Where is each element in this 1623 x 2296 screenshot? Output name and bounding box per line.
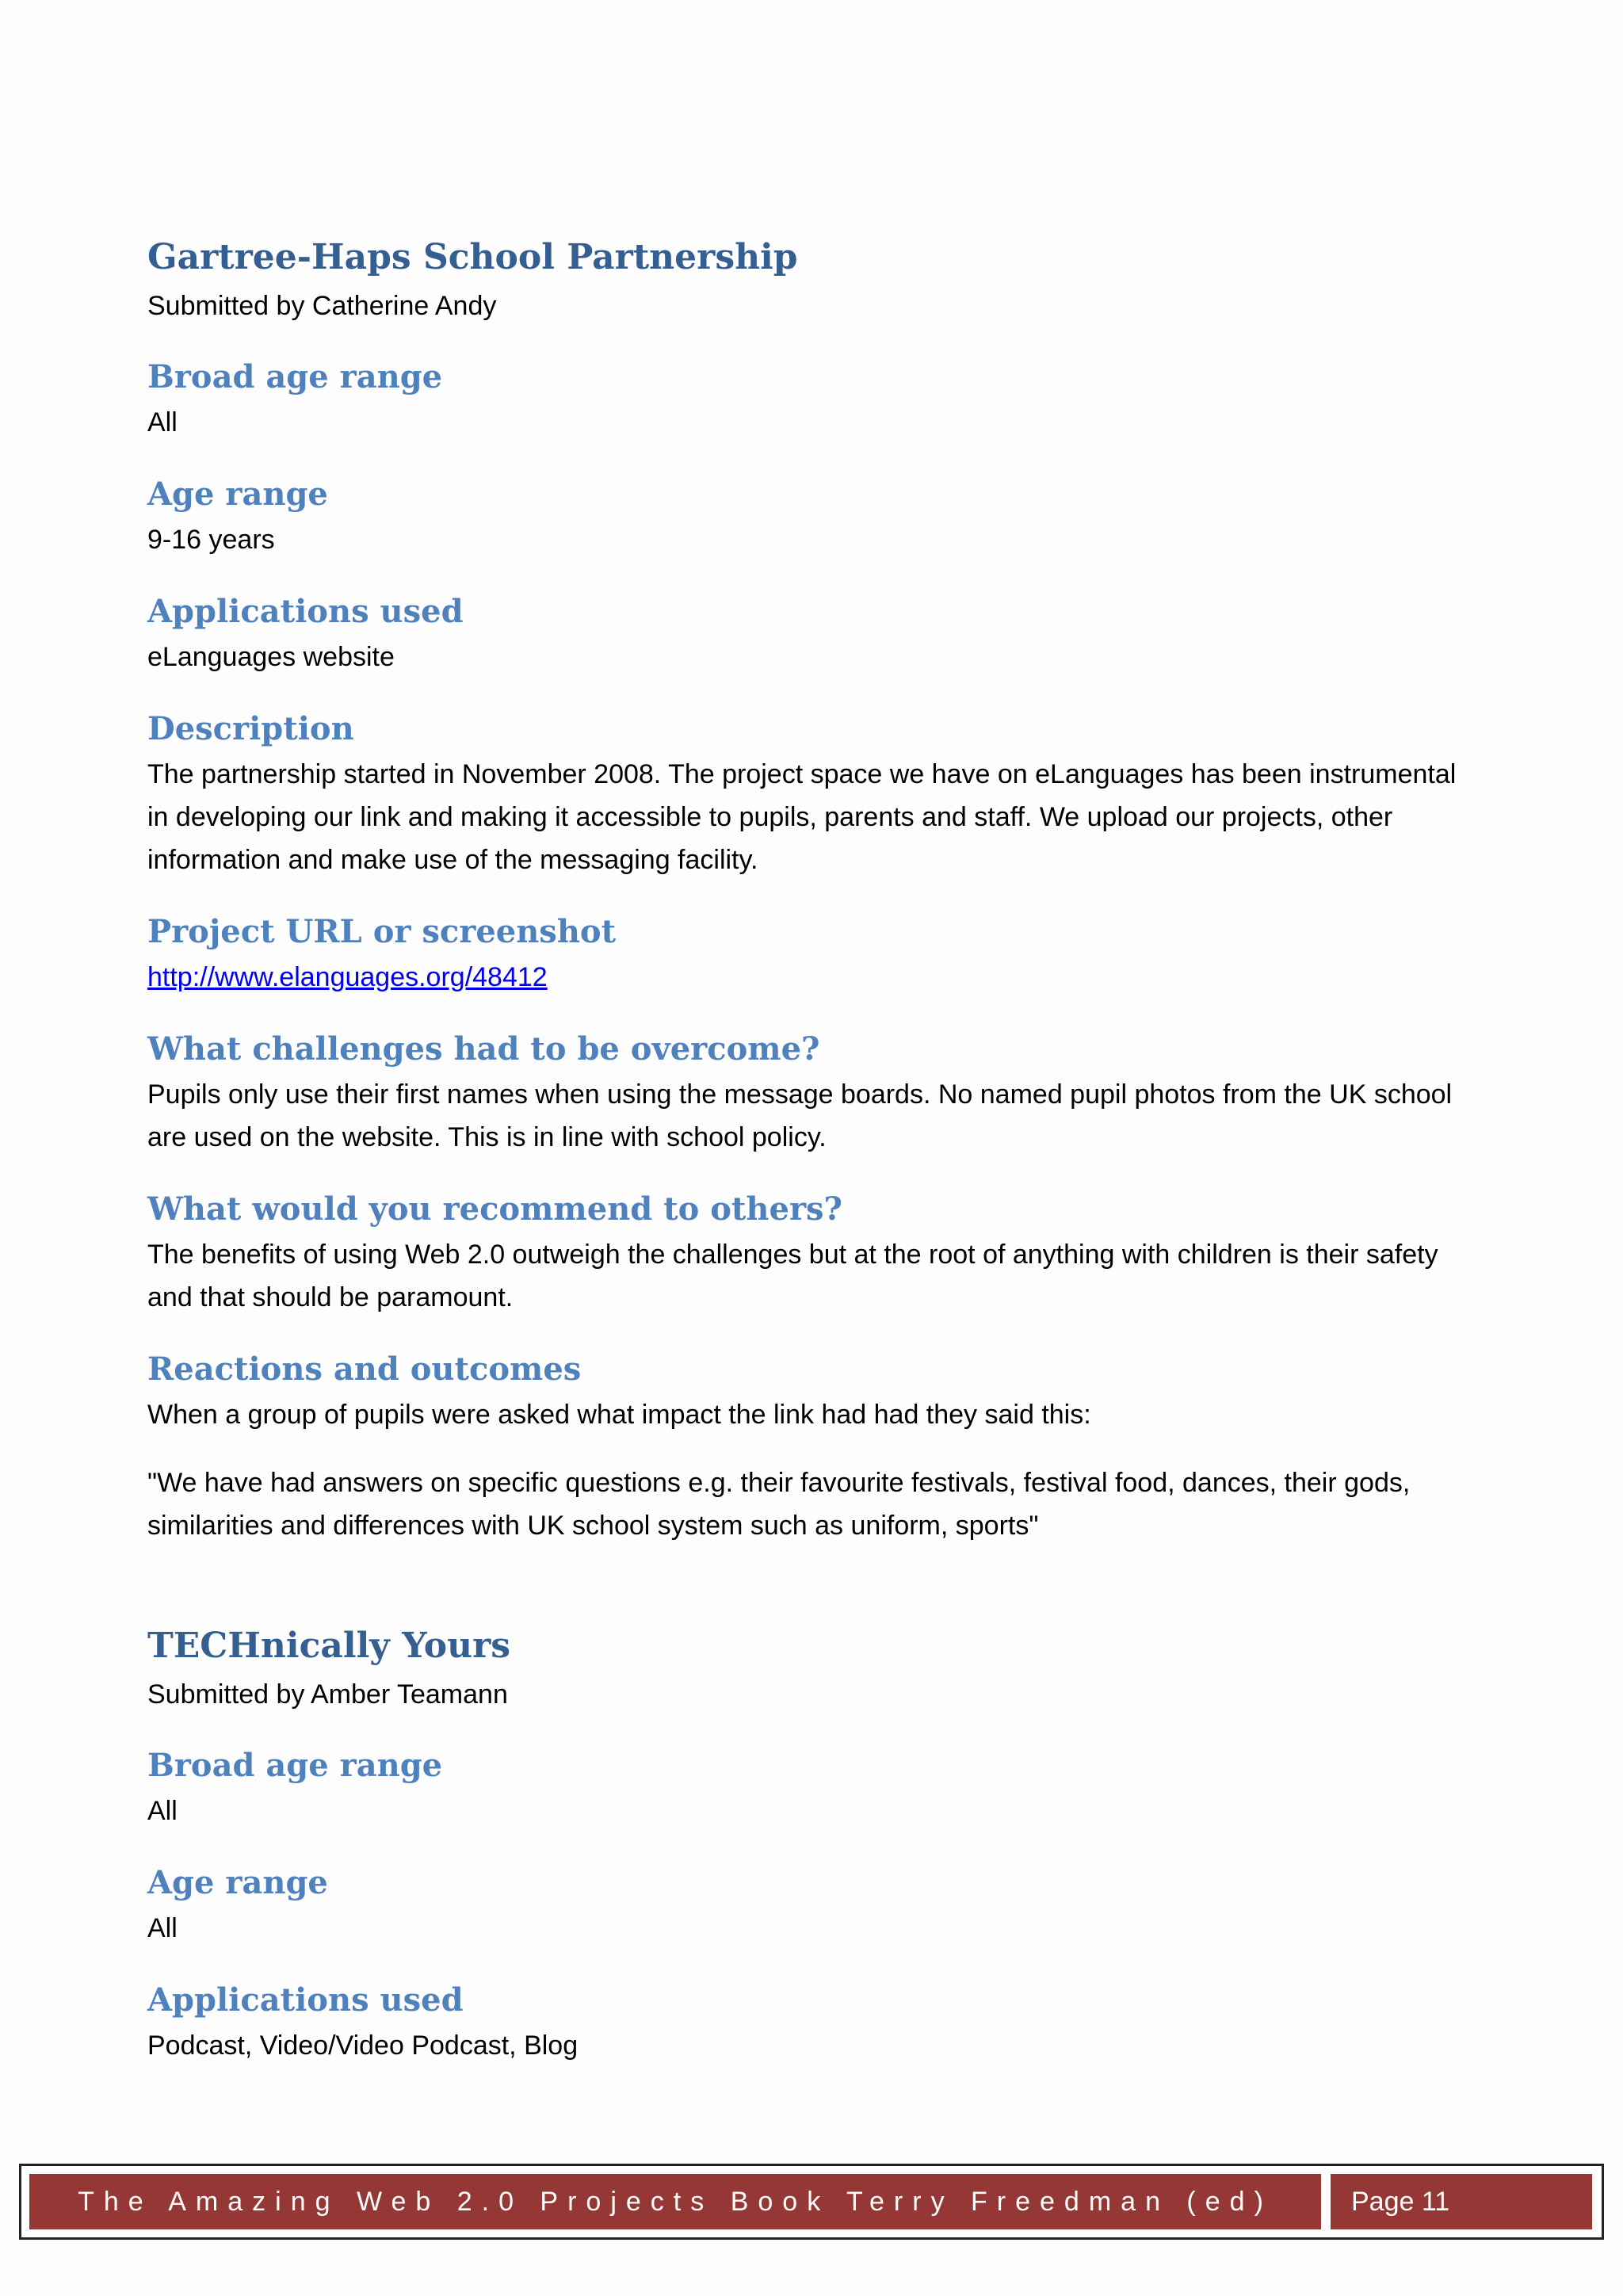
section-heading: What challenges had to be overcome?: [147, 1030, 820, 1068]
project-title: Gartree-Haps School Partnership: [147, 237, 798, 277]
section-text: eLanguages website: [147, 642, 395, 672]
section-heading: Reactions and outcomes: [147, 1350, 582, 1388]
section-text: The benefits of using Web 2.0 outweigh the challenges but at the root of anything with children is their safety and that should be paramount.: [147, 1240, 1438, 1312]
section-applications-used: [147, 1977, 1479, 2067]
section-project-url: [147, 908, 1479, 999]
section-text: 9-16 years: [147, 525, 275, 555]
section-heading: Applications used: [147, 593, 464, 630]
section-applications-used: [147, 588, 1479, 678]
section-age-range: [147, 471, 1479, 561]
section-text: Pupils only use their first names when using the message boards. No named pupil photos from the UK school are used on the website. This is in line with school policy.: [147, 1079, 1453, 1152]
section-text: Podcast, Video/Video Podcast, Blog: [147, 2030, 579, 2061]
footer-book-title: The Amazing Web 2.0 Projects Book Terry Freedman (ed): [29, 2174, 1321, 2229]
submitted-by: Submitted by Catherine Andy: [147, 291, 497, 321]
page-footer: [19, 2164, 1604, 2240]
section-heading: Applications used: [147, 1981, 464, 2019]
section-text: When a group of pupils were asked what impact the link had had they said this:: [147, 1400, 1091, 1430]
section-heading: Age range: [147, 1864, 328, 1901]
section-heading: Description: [147, 710, 354, 747]
section-age-range: [147, 1859, 1479, 1950]
section-text: All: [147, 1913, 178, 1943]
project-entry: [147, 230, 1479, 1547]
submitted-by: Submitted by Amber Teamann: [147, 1679, 508, 1710]
section-challenges: [147, 1026, 1479, 1159]
section-text: All: [147, 407, 178, 437]
project-url-link[interactable]: http://www.elanguages.org/48412: [147, 962, 548, 992]
section-reactions: [147, 1346, 1479, 1547]
footer-page-number: Page 11: [1331, 2174, 1592, 2229]
project-entry: [147, 1618, 1479, 2067]
section-recommend: [147, 1186, 1479, 1319]
section-heading: Broad age range: [147, 1747, 443, 1784]
section-text: The partnership started in November 2008. The project space we have on eLanguages has been instrumental in developing our link and making it accessible to pupils, parents and staff. We upload our projects, other information and make use of the messaging facility.: [147, 759, 1457, 875]
pupil-quote: "We have had answers on specific questions e.g. their favourite festivals, festival food, dances, their gods, similarities and differences with UK school system such as uniform, sports": [147, 1468, 1411, 1541]
page-content: [147, 230, 1479, 2067]
project-title: TECHnically Yours: [147, 1626, 511, 1666]
section-heading: Broad age range: [147, 358, 443, 395]
section-broad-age-range: [147, 353, 1479, 444]
section-heading: What would you recommend to others?: [147, 1190, 842, 1228]
section-heading: Project URL or screenshot: [147, 913, 617, 950]
section-broad-age-range: [147, 1742, 1479, 1832]
section-description: [147, 705, 1479, 881]
section-heading: Age range: [147, 476, 328, 513]
section-text: All: [147, 1796, 178, 1826]
